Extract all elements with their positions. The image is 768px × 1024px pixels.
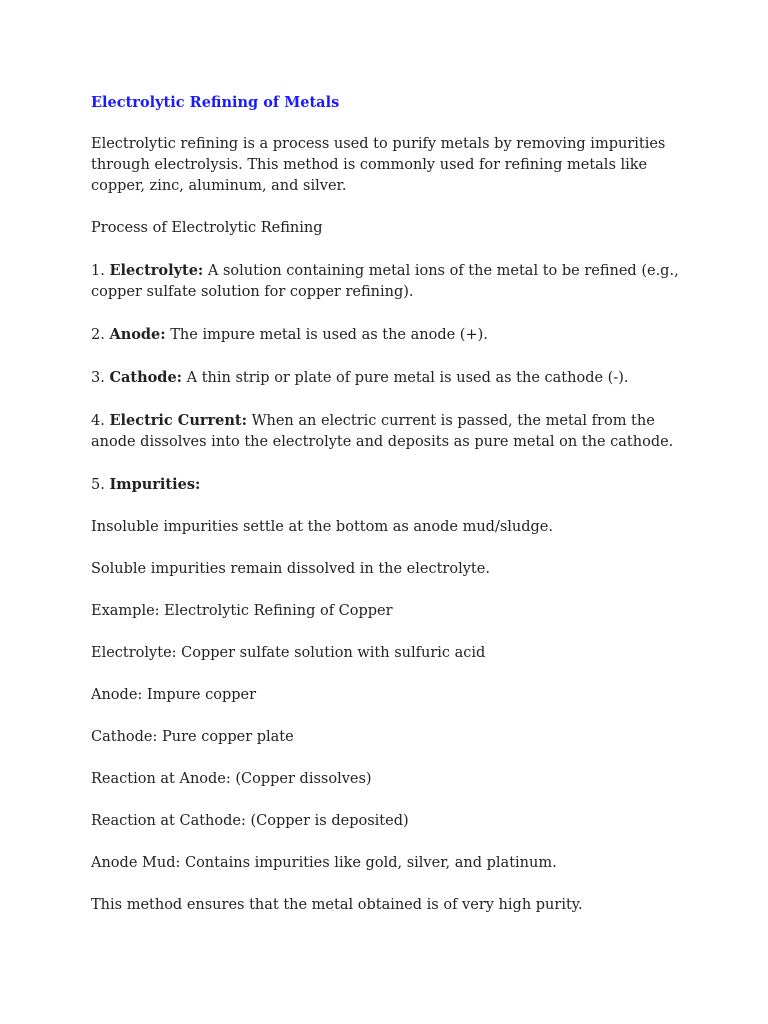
soluble-impurities: Soluble impurities remain dissolved in the electrolyte. — [91, 561, 490, 577]
step-label: Electrolyte: — [109, 262, 204, 279]
anode-mud: Anode Mud: Contains impurities like gold, silver, and platinum. — [91, 855, 557, 871]
document-title: Electrolytic Refining of Metals — [91, 94, 340, 111]
step-anode — [91, 324, 701, 346]
step-label: Anode: — [109, 326, 166, 343]
conclusion: This method ensures that the metal obtained is of very high purity. — [91, 897, 583, 913]
step-electric-current — [91, 410, 701, 453]
example-heading: Example: Electrolytic Refining of Copper — [91, 603, 393, 619]
example-cathode: Cathode: Pure copper plate — [91, 729, 294, 745]
reaction-at-anode: Reaction at Anode: (Copper dissolves) — [91, 771, 372, 787]
step-text: When an electric current is passed, the metal from the anode dissolves into the electrolyte and deposits as pure metal on the cathode. — [91, 413, 674, 450]
step-electrolyte — [91, 260, 701, 303]
step-number: 4. — [91, 413, 105, 429]
example-anode: Anode: Impure copper — [91, 687, 257, 703]
process-heading: Process of Electrolytic Refining — [91, 220, 323, 236]
step-text: A thin strip or plate of pure metal is used as the cathode (-). — [186, 370, 629, 386]
step-number: 3. — [91, 370, 105, 386]
step-number: 5. — [91, 477, 105, 493]
step-text: A solution containing metal ions of the metal to be refined (e.g., copper sulfate solution for copper refining). — [91, 263, 679, 300]
step-number: 1. — [91, 263, 105, 279]
step-label: Cathode: — [109, 369, 183, 386]
step-cathode — [91, 367, 701, 389]
step-text: The impure metal is used as the anode (+). — [170, 327, 488, 343]
step-impurities — [91, 474, 701, 496]
example-electrolyte: Electrolyte: Copper sulfate solution with sulfuric acid — [91, 645, 486, 661]
step-label: Impurities: — [109, 476, 201, 493]
document-body — [91, 92, 701, 937]
insoluble-impurities: Insoluble impurities settle at the bottom as anode mud/sludge. — [91, 519, 553, 535]
intro-paragraph: Electrolytic refining is a process used to purify metals by removing impurities through electrolysis. This method is commonly used for refining metals like copper, zinc, aluminum, and silver. — [91, 136, 666, 194]
step-number: 2. — [91, 327, 105, 343]
step-label: Electric Current: — [109, 412, 247, 429]
reaction-at-cathode: Reaction at Cathode: (Copper is deposited) — [91, 813, 409, 829]
